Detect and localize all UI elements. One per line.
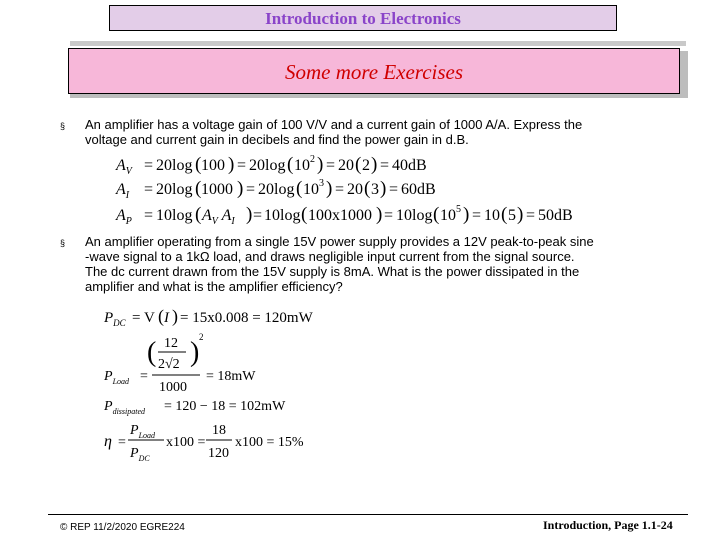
- exercise-2-line-1: An amplifier operating from a single 15V power supply provides a 12V peak-to-peak sine: [85, 234, 594, 249]
- svg-text:): ): [317, 154, 324, 175]
- svg-text:=: =: [246, 181, 256, 198]
- dissipated-power-equation: [103, 399, 286, 416]
- svg-text:(: (: [301, 204, 308, 225]
- svg-text:20log: 20log: [156, 181, 193, 198]
- svg-text:=: =: [118, 435, 126, 450]
- svg-text:= 120 − 18 = 102mW: = 120 − 18 = 102mW: [164, 399, 286, 414]
- svg-text:(: (: [147, 337, 157, 368]
- svg-text:10log: 10log: [396, 207, 433, 224]
- svg-text:(: (: [364, 178, 371, 199]
- course-title: Introduction to Electronics: [265, 9, 461, 28]
- svg-text:=: =: [335, 181, 345, 198]
- svg-text:=: =: [526, 207, 536, 224]
- svg-text:(: (: [195, 178, 202, 199]
- svg-text:(: (: [296, 178, 303, 199]
- svg-text:=: =: [472, 207, 482, 224]
- efficiency-equation: [104, 423, 304, 463]
- footer-page-number: Introduction, Page 1.1-24: [543, 518, 673, 532]
- svg-text:50dB: 50dB: [538, 207, 573, 224]
- svg-text:100x1000: 100x1000: [308, 207, 372, 224]
- svg-text:= 15x0.008 = 120mW: = 15x0.008 = 120mW: [180, 310, 313, 326]
- svg-text:2: 2: [199, 332, 204, 342]
- exercise-2-line-2: -wave signal to a 1kΩ load, and draws negligible input current from the signal source.: [85, 249, 575, 264]
- svg-text:=: =: [384, 207, 394, 224]
- svg-text:): ): [228, 154, 235, 175]
- svg-text:12: 12: [164, 336, 178, 351]
- svg-text:PLoad: $P_{Load}$: [130, 423, 156, 440]
- svg-text:): ): [463, 204, 470, 225]
- svg-text:AV AI: $A_V$ $A_I$: [202, 207, 235, 227]
- exercise-2-line-3: The dc current drawn from the 15V supply is 8mA. What is the power dissipated in the: [85, 264, 580, 279]
- svg-text:=: =: [253, 207, 263, 224]
- svg-text:(: (: [195, 204, 202, 225]
- power-gain-equation: [115, 204, 573, 227]
- title-divider: [70, 41, 686, 46]
- svg-text:): ): [190, 337, 200, 368]
- svg-text:60dB: 60dB: [401, 181, 436, 198]
- svg-text:10: 10: [440, 207, 456, 224]
- svg-text:10: 10: [484, 207, 500, 224]
- svg-text:): ): [326, 178, 333, 199]
- svg-text:1000: 1000: [159, 380, 187, 395]
- svg-text:): ): [246, 204, 253, 225]
- svg-text:): ): [172, 306, 178, 326]
- power-equations: [100, 302, 360, 472]
- gain-equations: [110, 150, 573, 230]
- svg-text:20log: 20log: [249, 157, 286, 174]
- svg-text:PDC: $P_{DC}$: [104, 310, 126, 328]
- svg-text:100: 100: [201, 157, 225, 174]
- footer-divider: [48, 514, 688, 515]
- voltage-gain-equation: [115, 154, 427, 177]
- svg-text:η: η: [104, 433, 112, 450]
- svg-text:PLoad: $P_{Load}$: [104, 369, 130, 386]
- svg-text:5: 5: [456, 204, 461, 215]
- svg-text:Pdissipated: $P_{dissipated}$: [104, 399, 146, 416]
- load-power-equation: [103, 332, 256, 395]
- svg-text:=: =: [326, 157, 336, 174]
- svg-text:): ): [237, 178, 244, 199]
- svg-text:5: 5: [508, 207, 516, 224]
- svg-text:): ): [380, 178, 387, 199]
- slide-title-box: [68, 48, 680, 94]
- svg-text:=: =: [237, 157, 247, 174]
- svg-text:40dB: 40dB: [392, 157, 427, 174]
- svg-text:3: 3: [319, 178, 324, 189]
- slide-title: Some more Exercises: [284, 60, 464, 84]
- footer-copyright: © REP 11/2/2020 EGRE224: [60, 522, 185, 533]
- svg-text:10: 10: [303, 181, 319, 198]
- exercise-1-line-1: An amplifier has a voltage gain of 100 V/V and a current gain of 1000 A/A. Express the: [85, 117, 583, 132]
- title-shadow-right: [680, 51, 688, 97]
- svg-text:= 18mW: = 18mW: [206, 369, 256, 384]
- course-header: [109, 5, 617, 31]
- svg-text:20: 20: [338, 157, 354, 174]
- svg-text:=: =: [380, 157, 390, 174]
- svg-text:PDC: $P_{DC}$: [130, 446, 150, 463]
- exercise-1-text: [85, 117, 685, 147]
- svg-text:10log: 10log: [264, 207, 301, 224]
- svg-text:18: 18: [212, 423, 226, 438]
- svg-text:x100 =: x100 =: [166, 435, 206, 450]
- exercise-2-text: [85, 234, 685, 294]
- exercise-1-line-2: voltage and current gain in decibels and find the power gain in d.B.: [85, 132, 469, 147]
- svg-text:20log: 20log: [156, 157, 193, 174]
- svg-text:): ): [517, 204, 524, 225]
- svg-text:AP: $A_P$: [116, 207, 132, 227]
- svg-text:3: 3: [371, 181, 379, 198]
- svg-text:20: 20: [347, 181, 363, 198]
- svg-text:(: (: [355, 154, 362, 175]
- svg-text:= V: = V: [132, 310, 155, 326]
- svg-text:2: 2: [362, 157, 370, 174]
- svg-text:AI: $A_I$: [116, 181, 130, 201]
- svg-text:=: =: [144, 181, 154, 198]
- svg-text:10log: 10log: [156, 207, 193, 224]
- svg-text:120: 120: [208, 446, 229, 461]
- bullet-marker-1: §: [60, 121, 66, 131]
- svg-text:20log: 20log: [258, 181, 295, 198]
- svg-text:2: 2: [310, 154, 315, 165]
- svg-text:=: =: [140, 369, 148, 384]
- svg-text:=: =: [144, 157, 154, 174]
- svg-text:AV: $A_V$: [116, 157, 132, 177]
- svg-text:I: I: [164, 310, 169, 326]
- svg-text:): ): [371, 154, 378, 175]
- svg-text:(: (: [433, 204, 440, 225]
- bullet-marker-2: §: [60, 238, 66, 248]
- svg-text:=: =: [144, 207, 154, 224]
- dc-power-equation: [103, 306, 314, 328]
- svg-text:(: (: [287, 154, 294, 175]
- svg-text:=: =: [389, 181, 399, 198]
- current-gain-equation: [115, 178, 436, 201]
- svg-text:10: 10: [294, 157, 310, 174]
- svg-text:(: (: [195, 154, 202, 175]
- svg-text:(: (: [501, 204, 508, 225]
- svg-text:1000: 1000: [201, 181, 233, 198]
- exercise-2-line-4: amplifier and what is the amplifier efficiency?: [85, 279, 343, 294]
- svg-text:(: (: [158, 306, 164, 326]
- svg-text:): ): [376, 204, 383, 225]
- svg-text:x100 = 15%: x100 = 15%: [235, 435, 304, 450]
- svg-text:2√2: 2√2: [158, 357, 180, 372]
